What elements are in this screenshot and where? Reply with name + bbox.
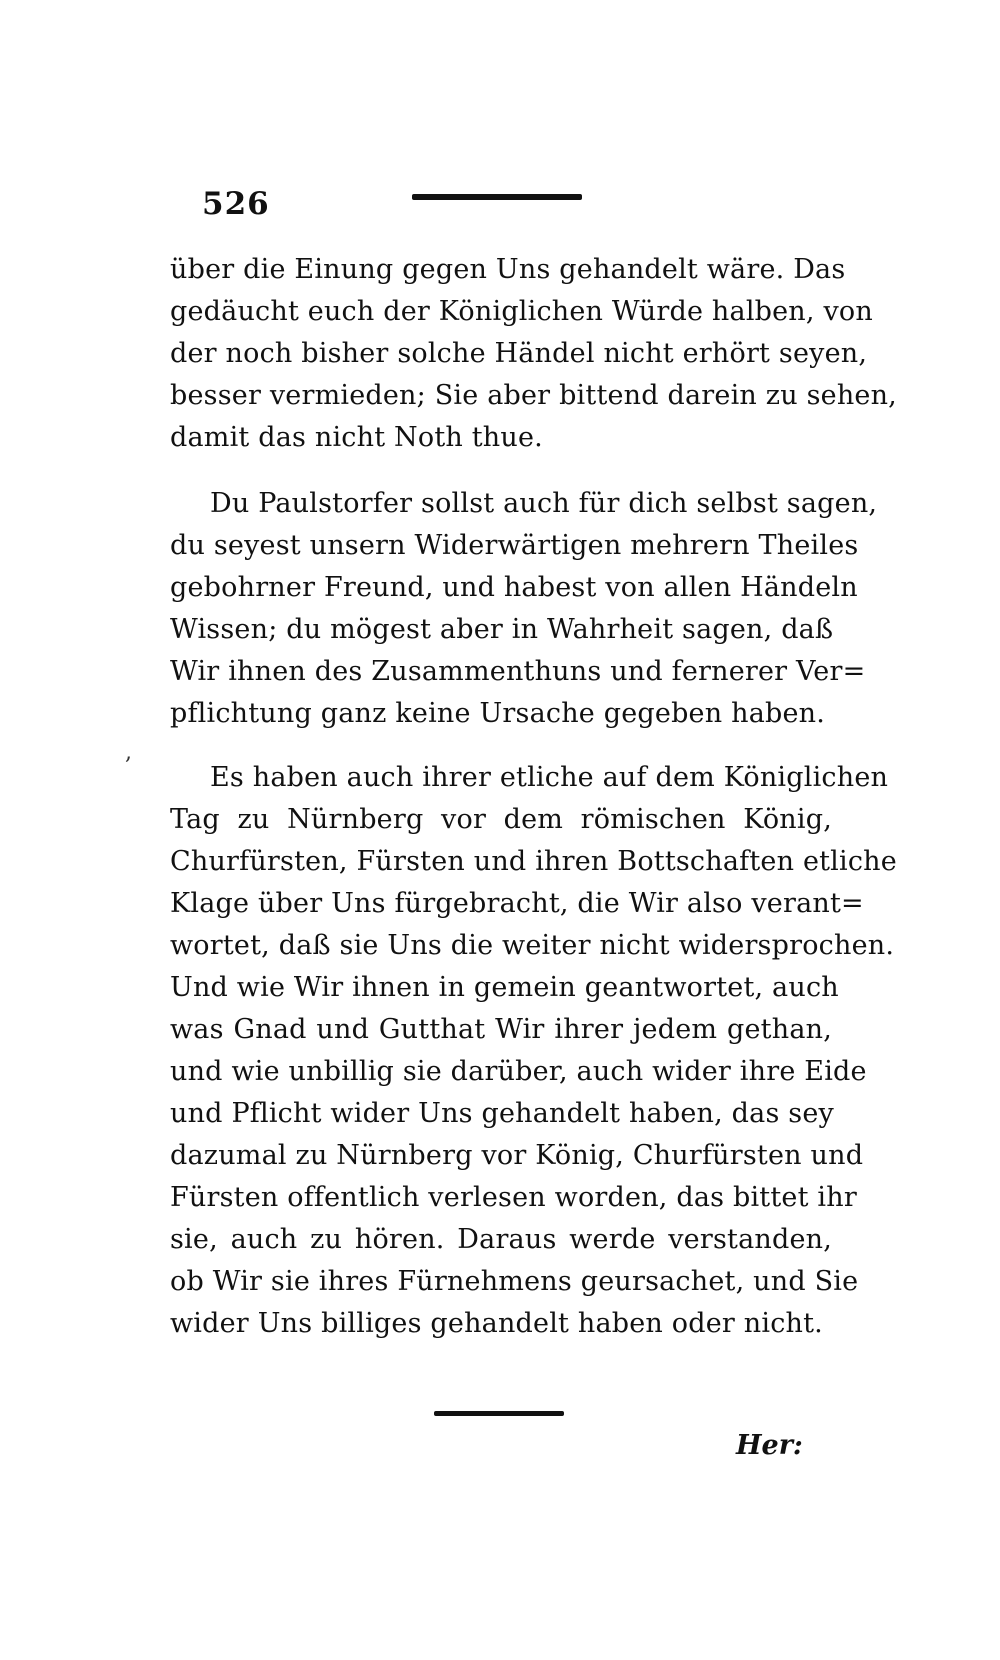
text-line: ob Wir sie ihres Fürnehmens geursachet, und Sie <box>170 1266 859 1297</box>
text-line: damit das nicht Noth thue. <box>170 422 543 453</box>
margin-mark: , <box>125 740 132 765</box>
text-line: Fürsten offentlich verlesen worden, das bittet ihr <box>170 1182 857 1213</box>
catchword: Her: <box>736 1430 803 1461</box>
text-line: Tag zu Nürnberg vor dem römischen König, <box>170 804 832 835</box>
text-line: du seyest unsern Widerwärtigen mehrern Theiles <box>170 530 859 561</box>
header-rule <box>412 194 582 200</box>
text-line: und wie unbillig sie darüber, auch wider ihre Eide <box>170 1056 867 1087</box>
text-line: gedäucht euch der Königlichen Würde halben, von <box>170 296 873 327</box>
text-line: dazumal zu Nürnberg vor König, Churfürsten und <box>170 1140 864 1171</box>
text-line: besser vermieden; Sie aber bittend darein zu sehen, <box>170 380 897 411</box>
text-line: sie, auch zu hören. Daraus werde verstanden, <box>170 1224 832 1255</box>
text-line: was Gnad und Gutthat Wir ihrer jedem gethan, <box>170 1014 832 1045</box>
text-line: Wir ihnen des Zusammenthuns und fernerer Ver= <box>170 656 866 687</box>
text-line: Und wie Wir ihnen in gemein geantwortet, auch <box>170 972 839 1003</box>
page-number: 526 <box>202 186 270 222</box>
text-line: wider Uns billiges gehandelt haben oder nicht. <box>170 1308 823 1339</box>
text-line: Du Paulstorfer sollst auch für dich selbst sagen, <box>210 488 878 519</box>
text-line: Churfürsten, Fürsten und ihren Bottschaften etliche <box>170 846 897 877</box>
text-line: wortet, daß sie Uns die weiter nicht widersprochen. <box>170 930 895 961</box>
text-line: über die Einung gegen Uns gehandelt wäre. Das <box>170 254 846 285</box>
text-line: Wissen; du mögest aber in Wahrheit sagen, daß <box>170 614 834 645</box>
text-line: Klage über Uns fürgebracht, die Wir also verant= <box>170 888 864 919</box>
text-line: pflichtung ganz keine Ursache gegeben haben. <box>170 698 826 729</box>
text-line: gebohrner Freund, und habest von allen Händeln <box>170 572 858 603</box>
footer-rule <box>434 1411 564 1416</box>
text-line: Es haben auch ihrer etliche auf dem Königlichen <box>210 762 889 793</box>
text-line: und Pflicht wider Uns gehandelt haben, das sey <box>170 1098 834 1129</box>
text-line: der noch bisher solche Händel nicht erhört seyen, <box>170 338 868 369</box>
